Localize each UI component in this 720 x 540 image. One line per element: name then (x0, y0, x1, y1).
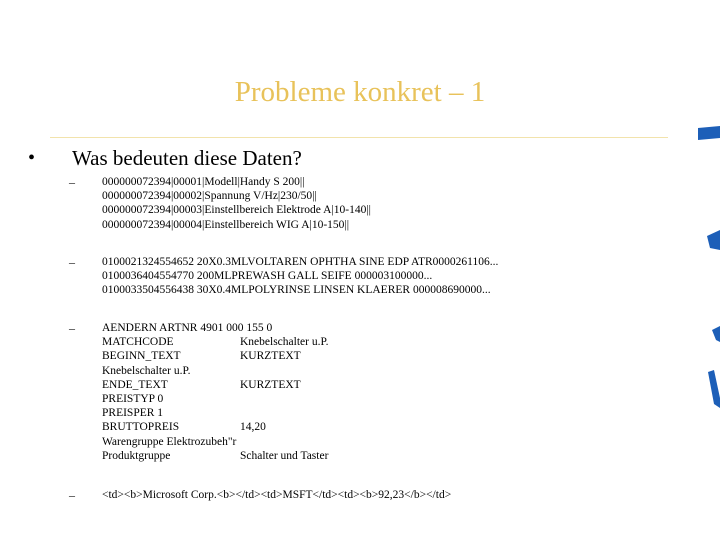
main-bullet-text: Was bedeuten diese Daten? (72, 146, 302, 170)
dash-marker: – (69, 175, 75, 189)
deco-shape (707, 230, 720, 250)
row-value: KURZTEXT (240, 350, 301, 363)
example-block-3 (102, 321, 329, 463)
example-block-4 (102, 488, 451, 502)
title-divider (50, 137, 668, 138)
example-block-2 (102, 255, 498, 298)
example-block-1 (102, 175, 371, 232)
example-line: 000000072394|00001|Modell|Handy S 200|| (102, 176, 305, 188)
key-value-row (102, 420, 272, 434)
row-value: Schalter und Taster (240, 449, 329, 462)
row-key: BRUTTOPREIS (102, 421, 180, 434)
key-value-row (102, 335, 329, 349)
row-key: Produktgruppe (102, 449, 171, 462)
key-value-row (102, 378, 301, 392)
example-line: 0100036404554770 200MLPREWASH GALL SEIFE 000003100000... (102, 270, 433, 283)
key-value-row (102, 449, 329, 463)
dash-marker: – (69, 488, 75, 502)
example-line: PREISPER 1 (102, 407, 164, 420)
row-value: Knebelschalter u.P. (240, 336, 329, 349)
dash-marker: – (69, 321, 75, 335)
example-line: Knebelschalter u.P. (102, 364, 191, 377)
example-line: 000000072394|00003|Einstellbereich Elektrode A|10-140|| (102, 204, 371, 217)
dash-marker: – (69, 255, 75, 269)
example-line: 0100021324554652 20X0.3MLVOLTAREN OPHTHA SINE EDP ATR0000261106... (102, 256, 499, 268)
bullet-marker: • (28, 147, 36, 169)
example-line: PREISTYP 0 (102, 392, 164, 405)
row-key: BEGINN_TEXT (102, 350, 181, 363)
deco-shape (712, 326, 720, 342)
deco-shape (698, 126, 720, 140)
slide-title: Probleme konkret – 1 (234, 76, 486, 108)
example-line: AENDERN ARTNR 4901 000 155 0 (102, 322, 273, 334)
example-line: 0100033504556438 30X0.4MLPOLYRINSE LINSEN KLAERER 000008690000... (102, 284, 491, 297)
row-key: ENDE_TEXT (102, 378, 168, 391)
example-line: <td><b>Microsoft Corp.<b></td><td>MSFT</td><td><b>92,23</b></td> (102, 489, 452, 501)
deco-shape (708, 370, 720, 408)
row-value: KURZTEXT (240, 378, 301, 391)
example-line: 000000072394|00002|Spannung V/Hz|230/50|| (102, 190, 317, 203)
key-value-row (102, 349, 301, 363)
row-key: MATCHCODE (102, 336, 174, 349)
decorative-shapes (680, 0, 720, 540)
example-line: Warengruppe Elektrozubeh"r (102, 435, 237, 448)
row-value: 14,20 (240, 421, 266, 434)
example-line: 000000072394|00004|Einstellbereich WIG A|10-150|| (102, 218, 350, 231)
